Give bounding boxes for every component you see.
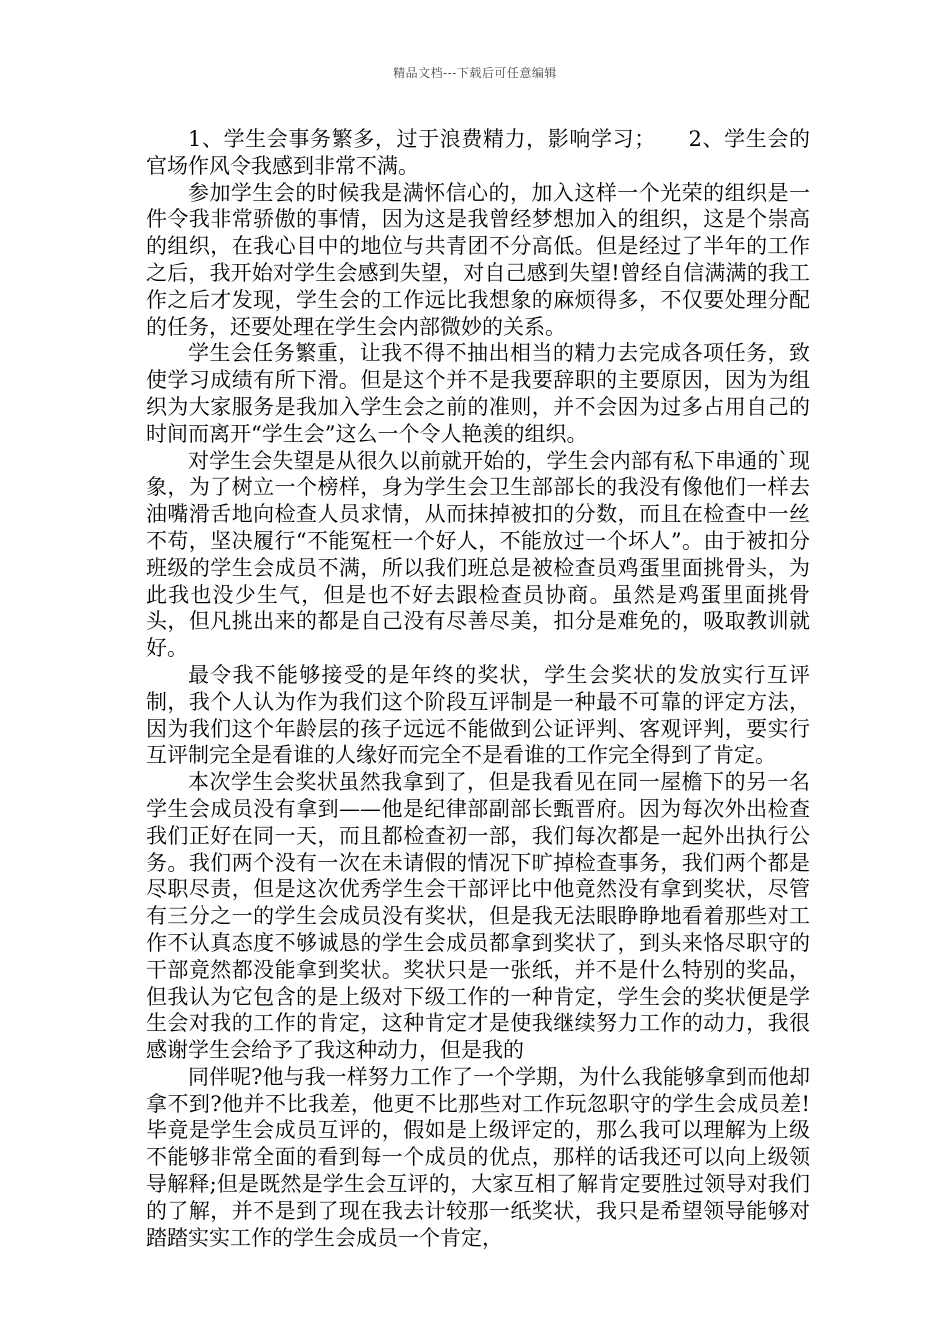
paragraph-3: 学生会任务繁重，让我不得不抽出相当的精力去完成各项任务，致使学习成绩有所下滑。但是这个并不是我要辞职的主要原因，因为为组织为大家服务是我加入学生会之前的准则，并不会因为过多占用自己的时间而离开“学生会”这么一个令人艳羡的组织。 xyxy=(146,341,810,446)
paragraph-7: 同伴呢?他与我一样努力工作了一个学期，为什么我能够拿到而他却拿不到?他并不比我差，他更不比那些对工作玩忽职守的学生会成员差!毕竟是学生会成员互评的，假如是上级评定的，那么我可以理解为上级不能够非常全面的看到每一个成员的优点，那样的话我还可以向上级领导解释;但是既然是学生会互评的，大家互相了解肯定要胜过领导对我们的了解，并不是到了现在我去计较那一纸奖状，我只是希望领导能够对踏踏实实工作的学生会成员一个肯定， xyxy=(146,1064,810,1250)
page-header: 精品文档---下载后可任意编辑 xyxy=(393,66,557,80)
paragraph-4: 对学生会失望是从很久以前就开始的，学生会内部有私下串通的`现象，为了树立一个榜样，身为学生会卫生部部长的我没有像他们一样去油嘴滑舌地向检查人员求情，从而抹掉被扣的分数，而且在检查中一丝不苟，坚决履行“不能冤枉一个好人，不能放过一个坏人”。由于被扣分班级的学生会成员不满，所以我们班总是被检查员鸡蛋里面挑骨头，为此我也没少生气，但是也不好去跟检查员协商。虽然是鸡蛋里面挑骨头，但凡挑出来的都是自己没有尽善尽美，扣分是难免的，吸取教训就好。 xyxy=(146,448,810,661)
paragraph-6: 本次学生会奖状虽然我拿到了，但是我看见在同一屋檐下的另一名学生会成员没有拿到——他是纪律部副部长甄晋府。因为每次外出检查我们正好在同一天，而且都检查初一部，我们每次都是一起外出执行公务。我们两个没有一次在未请假的情况下旷掉检查事务，我们两个都是尽职尽责，但是这次优秀学生会干部评比中他竟然没有拿到奖状，尽管有三分之一的学生会成员没有奖状，但是我无法眼睁睁地看着那些对工作不认真态度不够诚恳的学生会成员都拿到奖状了，到头来恪尽职守的干部竟然都没能拿到奖状。奖状只是一张纸，并不是什么特别的奖品，但我认为它包含的是上级对下级工作的一种肯定，学生会的奖状便是学生会对我的工作的肯定，这种肯定才是使我继续努力工作的动力，我很感谢学生会给予了我这种动力，但是我的 xyxy=(146,770,810,1063)
paragraph-5: 最令我不能够接受的是年终的奖状，学生会奖状的发放实行互评制，我个人认为作为我们这个阶段互评制是一种最不可靠的评定方法，因为我们这个年龄层的孩子远远不能做到公证评判、客观评判，要实行互评制完全是看谁的人缘好而完全不是看谁的工作完全得到了肯定。 xyxy=(146,662,810,768)
paragraph-2: 参加学生会的时候我是满怀信心的，加入这样一个光荣的组织是一件令我非常骄傲的事情，因为这是我曾经梦想加入的组织，这是个崇高的组织，在我心目中的地位与共青团不分高低。但是经过了半年的工作之后，我开始对学生会感到失望，对自己感到失望!曾经自信满满的我工作之后才发现，学生会的工作远比我想象的麻烦得多，不仅要处理分配的任务，还要处理在学生会内部微妙的关系。 xyxy=(146,180,810,339)
paragraph-1: 1、学生会事务繁多，过于浪费精力，影响学习； 2、学生会的官场作风令我感到非常不满。 xyxy=(146,127,810,178)
document-body xyxy=(146,126,810,1251)
